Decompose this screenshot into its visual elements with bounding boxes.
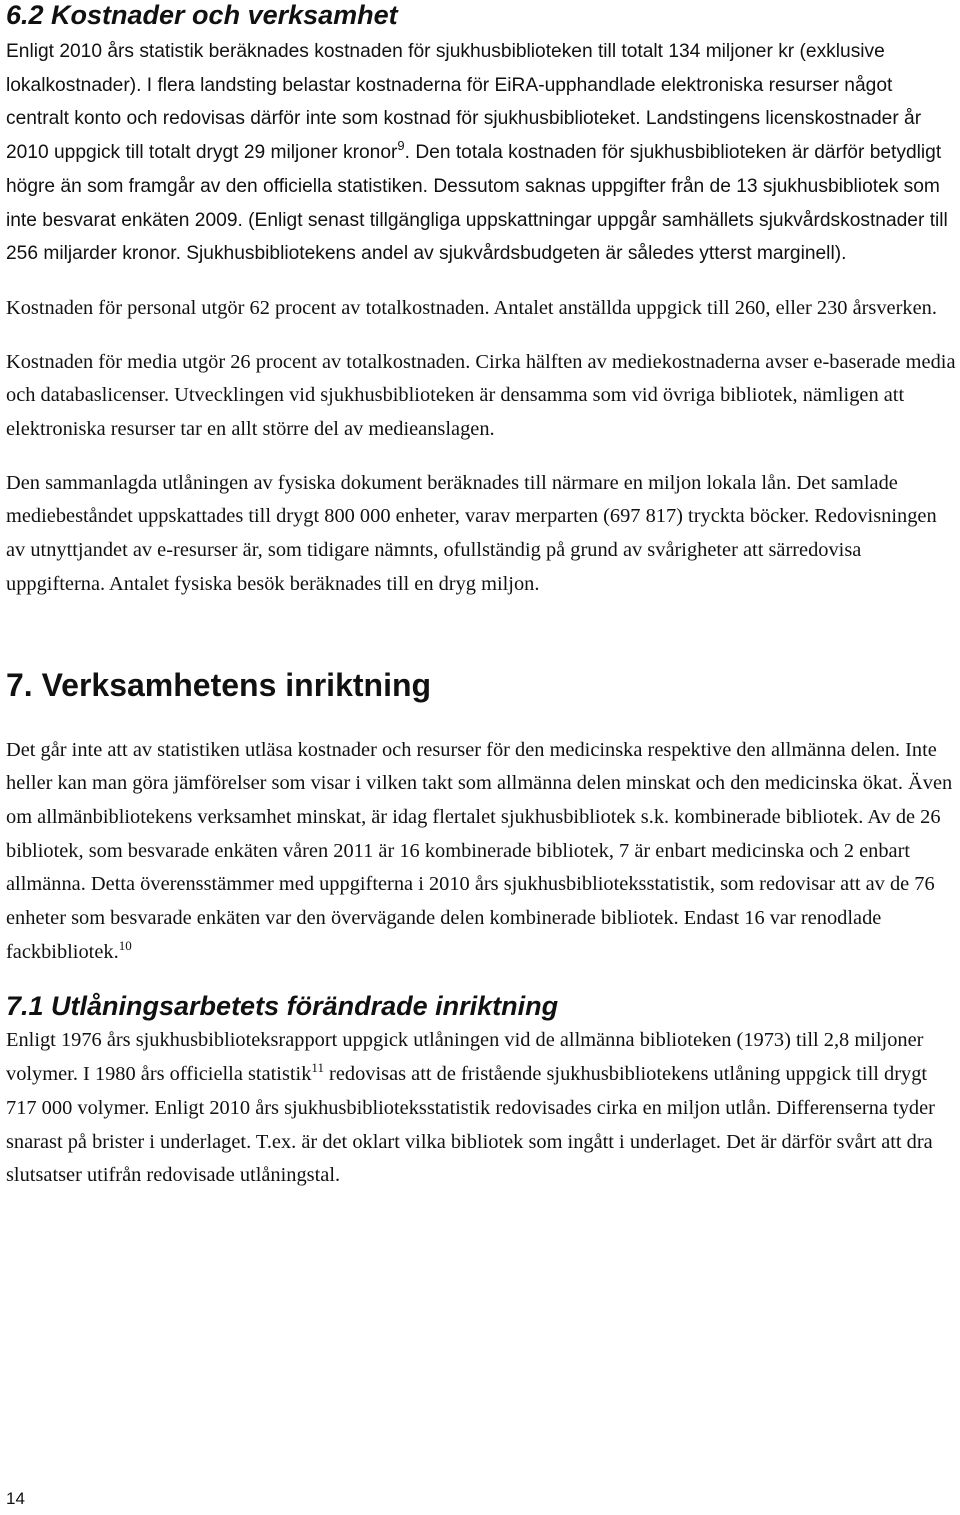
footnote-ref: 10: [118, 937, 132, 953]
paragraph-text: Enligt 1976 års sjukhusbiblioteksrapport uppgick utlåningen vid de allmänna biblioteken (1973) till 2,8 miljoner volymer. I 1980 års officiella statistik: [6, 1029, 924, 1086]
paragraph-text: . Den totala kostnaden för sjukhusbiblioteken är därför betydligt högre än som framgår av den officiella statistiken. Dessutom saknas uppgifter från de 13 sjukhusbibliotek som inte besvarat enkäten 2009. (Enligt senast tillgängliga uppskattningar uppgår samhällets sjukvårdskostnader till 256 miljarder kronor. Sjukhusbibliotekens andel av sjukvårdsbudgeten är således ytterst marginell).: [6, 142, 948, 265]
paragraph-text: Enligt 2010 års statistik beräknades kostnaden för sjukhusbiblioteken till totalt 134 miljoner kr (exklusive lokalkostnader). I flera landsting belastar kostnaderna för EiRA-upphandlade elektroniska resurser något centralt konto och redovisas därför inte som kostnad för sjukhusbiblioteket. Landstingens licenskostnader år 2010 uppgick till totalt drygt 29 miljoner kronor: [6, 41, 922, 164]
page-number: 14: [6, 1489, 25, 1508]
section-heading-7-1: 7.1 Utlåningsarbetets förändrade inriktning: [6, 991, 559, 1022]
paragraph: Den sammanlagda utlåningen av fysiska dokument beräknades till närmare en miljon lokala lån. Det samlade mediebeståndet uppskattades till drygt 800 000 enheter, varav merparten (697 817) tryckta böcker. Redovisningen av utnyttjandet av e-resurser är, som tidigare nämnts, ofullständig på grund av svårigheter att särredovisa uppgifterna. Antalet fysiska besök beräknades till en dryg miljon.: [6, 471, 937, 595]
footnote-ref: 11: [311, 1060, 324, 1076]
paragraph-text: redovisas att de fristående sjukhusbibliotekens utlåning uppgick till drygt 717 000 volymer. Enligt 2010 års sjukhusbiblioteksstatistik redovisades cirka en miljon utlån. Differenserna tyder snarast på brister i underlaget. T.ex. är det oklart vilka bibliotek som ingått i underlaget. Det är därför svårt att dra slutsatser utifrån redovisade utlåningstal.: [6, 1063, 935, 1187]
document-page: [6, 0, 956, 1193]
section-heading-6-2: 6.2 Kostnader och verksamhet: [6, 0, 398, 30]
section-heading-7: 7. Verksamhetens inriktning: [6, 666, 432, 703]
paragraph: Kostnaden för media utgör 26 procent av totalkostnaden. Cirka hälften av mediekostnaderna avser e-baserade media och databaslicenser. Utvecklingen vid sjukhusbiblioteken är densamma som vid övriga bibliotek, nämligen att elektroniska resurser tar en allt större del av medieanslagen.: [6, 350, 956, 441]
paragraph: Kostnaden för personal utgör 62 procent av totalkostnaden. Antalet anställda uppgick till 260, eller 230 årsverken.: [6, 296, 937, 319]
paragraph: [6, 1024, 956, 1193]
paragraph-text: Det går inte att av statistiken utläsa kostnader och resurser för den medicinska respektive den allmänna delen. Inte heller kan man göra jämförelser som visar i vilken takt som allmänna delen minskat och den medicinska ökat. Även om allmänbibliotekens verksamhet minskat, är idag flertalet sjukhusbibliotek s.k. kombinerade bibliotek. Av de 26 bibliotek, som besvarade enkäten våren 2011 är 16 kombinerade bibliotek, 7 är enbart medicinska och 2 enbart allmänna. Detta överensstämmer med uppgifterna i 2010 års sjukhusbiblioteksstatistik, som redovisar att av de 76 enheter som besvarade enkäten var den övervägande delen kombinerade bibliotek. Endast 16 var renodlade fackbibliotek.: [6, 738, 953, 963]
footnote-ref: 9: [397, 138, 405, 154]
paragraph: [6, 35, 956, 271]
paragraph: [6, 734, 956, 970]
